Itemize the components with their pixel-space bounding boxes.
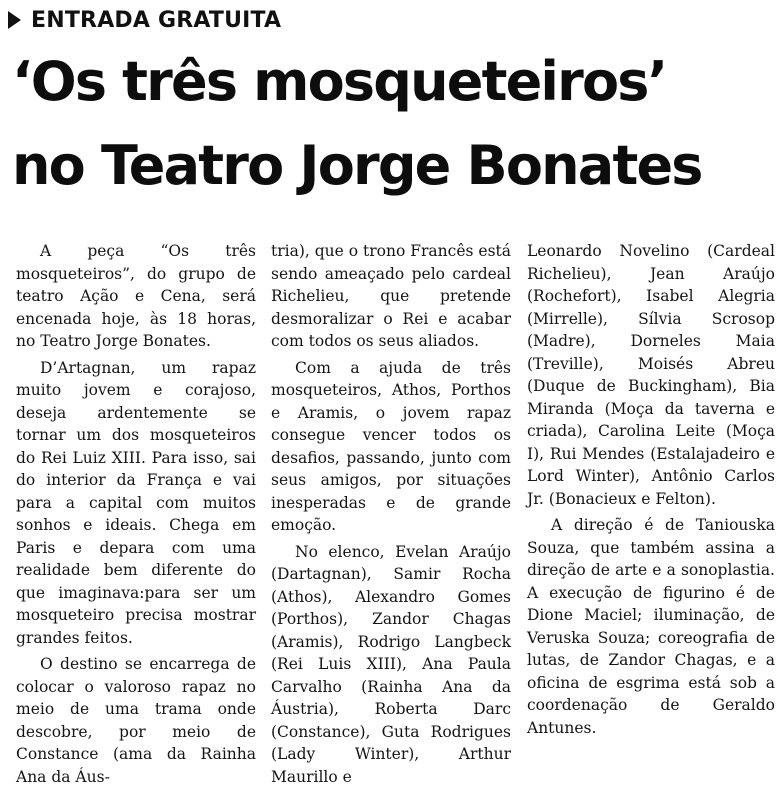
headline-line-2: no Teatro Jorge Bonates [12,124,772,208]
paragraph: Leonardo Novelino (Cardeal Richelieu), Jean Araújo (Rochefort), Isabel Alegria (Mirrelle), Sílvia Scrosop (Madre), Dorneles Maia (Treville), Moisés Abreu (Duque de Buckingham), Bia Miranda (Moça da taverna e criada), Carolina Leite (Moça I), Rui Mendes (Estalajadeiro e Lord Winter), Antônio Carlos Jr. (Bonacieux e Felton). [527,240,775,510]
section-label: ENTRADA GRATUITA [31,8,281,33]
paragraph: A peça “Os três mosqueteiros”, do grupo de teatro Ação e Cena, será encenada hoje, às 18 horas, no Teatro Jorge Bonates. [16,240,256,353]
headline [12,40,772,208]
paragraph: No elenco, Evelan Araújo (Dartagnan), Samir Rocha (Athos), Alexandro Gomes (Porthos), Zandor Chagas (Aramis), Rodrigo Langbeck (Rei Luis XIII), Ana Paula Carvalho (Rainha Ana da Áustria), Roberta Darc (Constance), Guta Rodrigues (Lady Winter), Arthur Maurillo e [271,541,511,788]
triangle-right-icon [8,11,21,29]
paragraph: O destino se encarrega de colocar o valoroso rapaz no meio de uma trama onde descobre, por meio de Constance (ama da Rainha Ana da Áus- [16,653,256,788]
paragraph: A direção é de Taniouska Souza, que também assina a direção de arte e a sonoplastia. A execução de figurino é de Dione Maciel; iluminação, de Veruska Souza; coreografia de lutas, de Zandor Chagas, e a oficina de esgrima está sob a coordenação de Geraldo Antunes. [527,514,775,739]
section-tag [8,4,281,36]
headline-line-1: ‘Os três mosqueteiros’ [12,40,772,124]
article-column-3 [527,240,775,739]
paragraph: D’Artagnan, um rapaz muito jovem e corajoso, deseja ardentemente se tornar um dos mosqueteiros do Rei Luiz XIII. Para isso, sai do interior da França e vai para a capital com muitos sonhos e ideais. Chega em Paris e depara com uma realidade bem diferente do que imaginava:para ser um mosqueteiro precisa mostrar grandes feitos. [16,357,256,650]
article-column-2 [271,240,511,788]
paragraph: tria), que o trono Francês está sendo ameaçado pelo cardeal Richelieu, que pretende desmoralizar o Rei e acabar com todos os seus aliados. [271,240,511,353]
article-column-1 [16,240,256,788]
paragraph: Com a ajuda de três mosqueteiros, Athos, Porthos e Aramis, o jovem rapaz consegue vencer todos os desafios, passando, junto com seus amigos, por situações inesperadas e de grande emoção. [271,357,511,537]
